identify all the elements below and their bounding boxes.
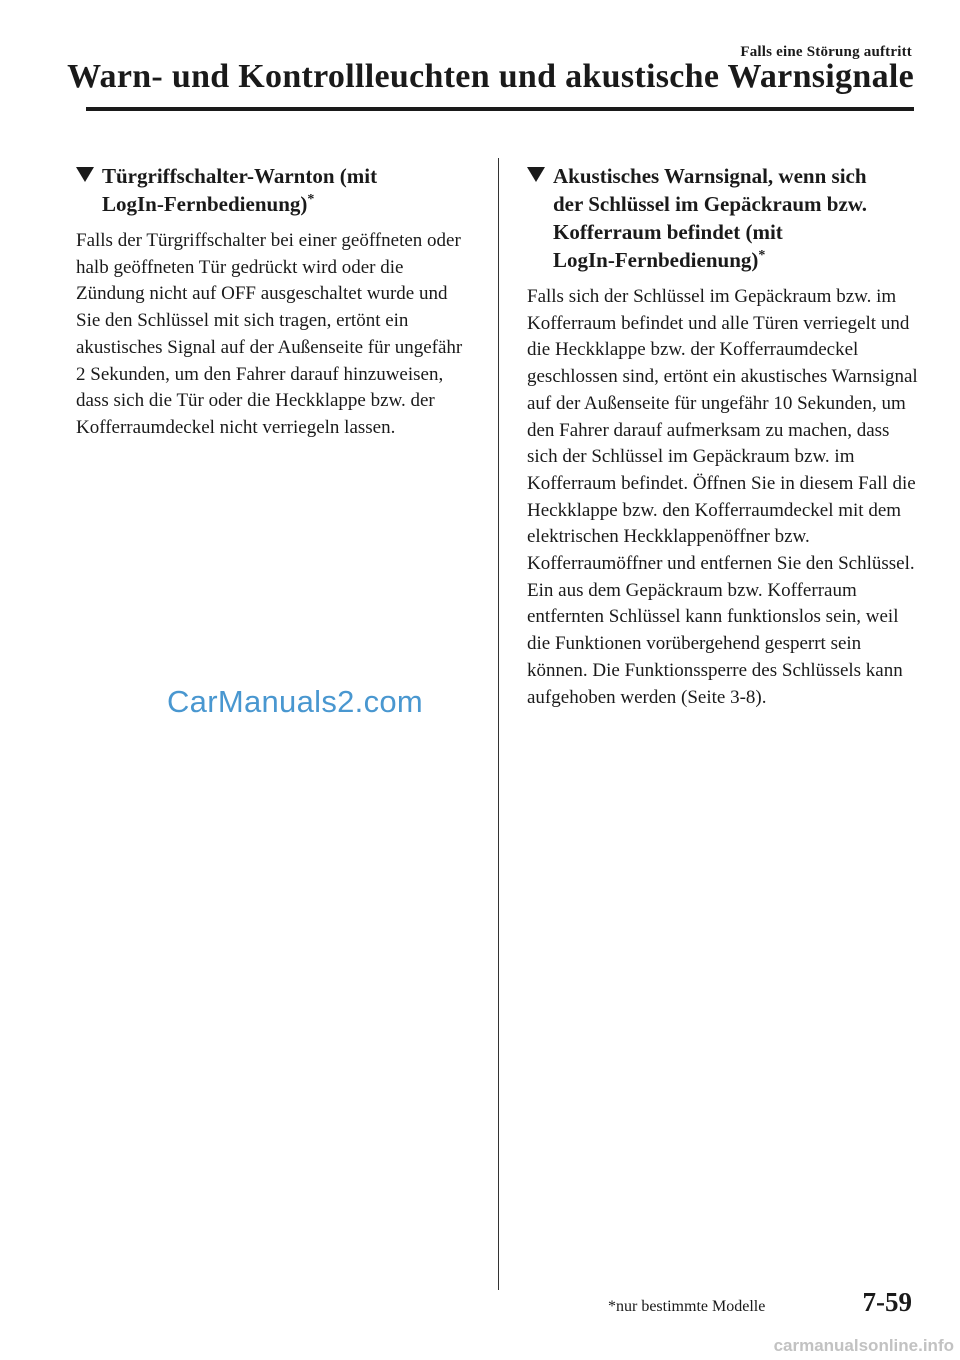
section-label: Falls eine Störung auftritt xyxy=(740,44,912,60)
heading-line: Kofferraum befindet (mit xyxy=(553,220,783,244)
footnote-marker: * xyxy=(307,192,315,207)
column-divider xyxy=(498,158,499,1290)
header-rule xyxy=(86,107,914,111)
footnote: *nur bestimmte Modelle xyxy=(608,1298,766,1315)
heading-line: Akustisches Warnsignal, wenn sich xyxy=(553,164,867,188)
heading-line: der Schlüssel im Gepäckraum bzw. xyxy=(553,192,868,216)
section-heading-door-handle-warning xyxy=(76,162,476,218)
paragraph-door-handle-warning: Falls der Türgriffschalter bei einer geöffneten oder halb geöffneten Tür gedrückt wird oder die Zündung nicht auf OFF ausgeschaltet wurde und Sie den Schlüssel mit sich tragen, ertönt ein akustisches Signal auf der Außenseite für ungefähr 2 Sekunden, um den Fahrer darauf hinzuweisen, dass sich die Tür oder die Heckklappe bzw. der Kofferraumdeckel nicht verriegeln lassen. xyxy=(76,230,463,438)
page-title: Warn- und Kontrollleuchten und akustische Warnsignale xyxy=(67,58,914,95)
left-column xyxy=(76,162,476,442)
triangle-bullet-icon xyxy=(527,167,545,182)
heading-line: Türgriffschalter-Warnton (mit xyxy=(102,164,378,188)
right-column xyxy=(527,162,919,711)
footnote-marker: * xyxy=(758,248,766,263)
page-number: 7-59 xyxy=(862,1287,912,1317)
heading-line: LogIn-Fernbedienung) xyxy=(102,192,308,216)
triangle-bullet-icon xyxy=(76,167,94,182)
heading-line: LogIn-Fernbedienung) xyxy=(553,248,759,272)
paragraph-key-in-trunk-warning: Falls sich der Schlüssel im Gepäckraum bzw. im Kofferraum befindet und alle Türen verriegelt und die Heckklappe bzw. der Kofferraumdeckel geschlossen sind, ertönt ein akustisches Warnsignal auf der Außenseite für ungefähr 10 Sekunden, um den Fahrer darauf aufmerksam zu machen, dass sich der Schlüssel im Gepäckraum bzw. im Kofferraum befindet. Öffnen Sie in diesem Fall die Heckklappe bzw. den Kofferraumdeckel mit dem elektrischen Heckklappenöffner bzw. Kofferraumöffner und entfernen Sie den Schlüssel. Ein aus dem Gepäckraum bzw. Kofferraum entfernten Schlüssel kann funktionslos sein, weil die Funktionen vorübergehend gesperrt sein können. Die Funktionssperre des Schlüssels kann aufgehoben werden (Seite 3-8). xyxy=(527,286,918,708)
section-heading-key-in-trunk-warning xyxy=(527,162,919,274)
watermark: CarManuals2.com xyxy=(167,684,424,719)
source-watermark: carmanualsonline.info xyxy=(773,1336,954,1355)
